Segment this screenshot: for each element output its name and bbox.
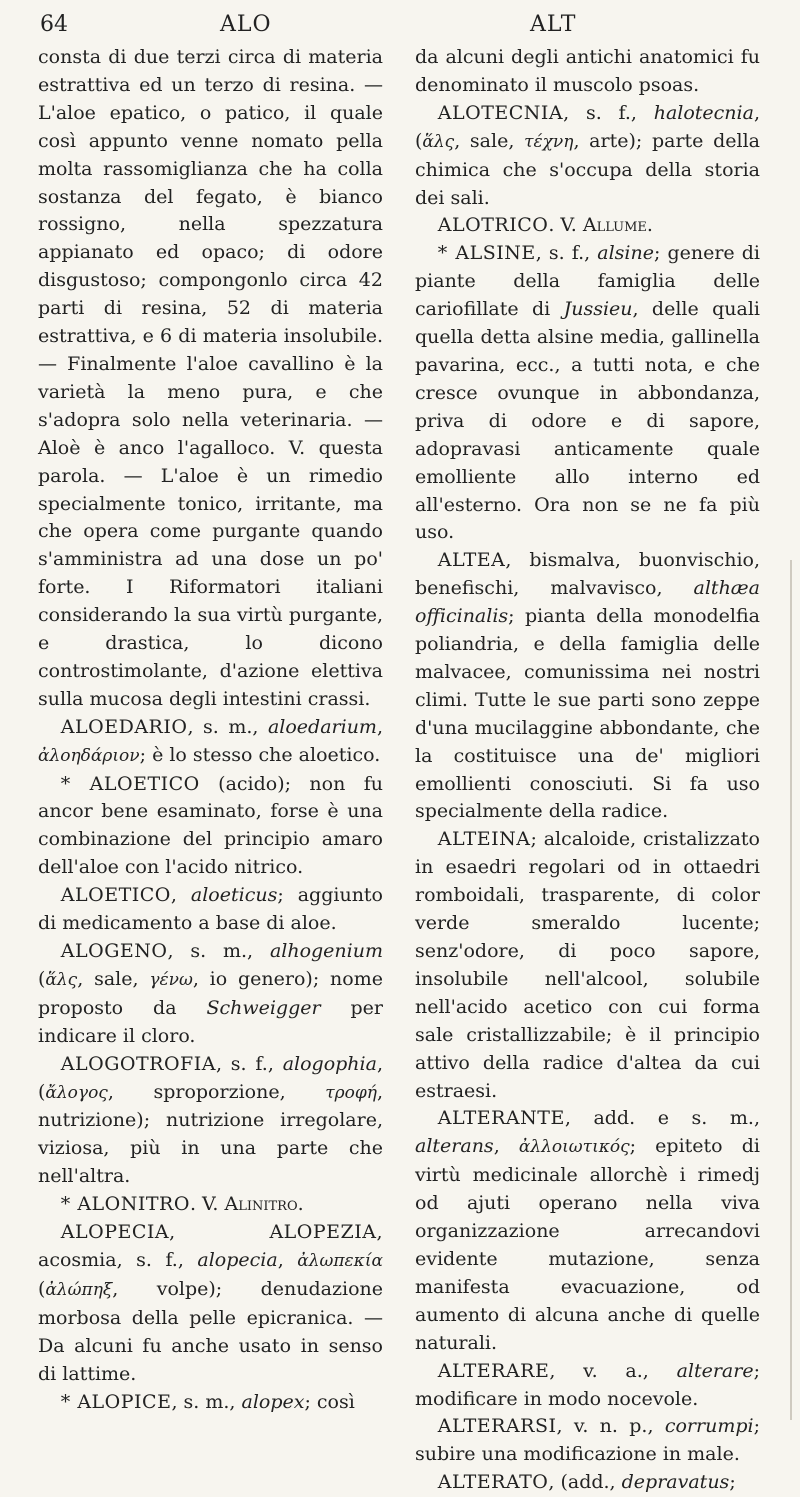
greek-term: ἅλς	[422, 131, 455, 152]
running-head-left: ALO	[220, 12, 272, 37]
latin-term: alterare	[676, 1359, 754, 1382]
headword-variant: ALOPEZIA,	[269, 1221, 383, 1244]
page-edge-rule	[790, 560, 792, 1420]
entry-aloetico: ALOETICO, aloeticus; aggiunto di medicamento a base di aloe.	[38, 884, 383, 935]
entry-alterarsi: ALTERARSI, v. n. p., corrumpi; subire una modificazione in male.	[415, 1415, 760, 1466]
entry-alterare: ALTERARE, v. a., alterare; modificare in modo nocevole.	[415, 1359, 760, 1410]
greek-term: ἀλοηδάριον	[38, 745, 140, 766]
entry-altea: ALTEA, bismalva, buonvischio, benefischi, malvavisco, althæa officinalis; pianta della monodelfia poliandria, e della famiglia delle malvacee, comunissima nei nostri climi. Tutte le sue parti sono zeppe d'una mucilaggine abbondante, che la costituisce una de' migliori emollienti conosciuti. Si fa uso specialmente della radice.	[415, 549, 760, 823]
headword: ALOPECIA,	[60, 1221, 176, 1244]
greek-term: ἀλώπηξ	[45, 1279, 113, 1300]
cross-reference: Alinitro	[224, 1193, 298, 1216]
latin-term: alogophia	[282, 1052, 377, 1075]
page-number: 64	[40, 12, 68, 37]
entry-alsine: * ALSINE, s. f., alsine; genere di piante della famiglia delle cariofillate di Jussieu, delle quali quella detta alsine media, gallinella pavarina, ecc., a tutti nota, e che cresce ovunque in abbondanza, priva di odore e di sapore, adopravasi anticamente quale emolliente allo interno ed all'esterno. Ora non se ne fa più uso.	[415, 242, 760, 544]
greek-term: ἅλς	[45, 969, 78, 990]
headword: * ALONITRO	[60, 1193, 190, 1216]
headword: ALOGENO	[60, 940, 168, 962]
headword: ALTEA	[437, 549, 506, 572]
entry-alotecnia: ALOTECNIA, s. f., halotecnia, (ἅλς, sale, τέχνη, arte); parte della chimica che s'occupa della storia dei sali.	[415, 101, 760, 209]
latin-term: althæa officinalis	[415, 577, 760, 628]
greek-term: ἀλλοιωτικός	[518, 1137, 630, 1158]
headword: * ALOETICO	[60, 772, 200, 795]
headword: ALTERARE	[437, 1359, 550, 1382]
headword: * ALOPICE	[60, 1390, 172, 1413]
entry-alotrico: ALOTRICO. V. Allume.	[437, 214, 653, 237]
headword: ALOGOTROFIA	[60, 1052, 216, 1075]
right-column	[415, 44, 760, 1497]
headword: ALTEINA	[437, 828, 531, 851]
entry-aloe-continuation: consta di due terzi circa di materia estrattiva ed un terzo di resina. — L'aloe epatico, o patico, il quale così appunto venne nomato pella molta rassomiglianza che ha colla sostanza del fegato, è bianco rossigno, nella spezzatura appianato ed opaco; di odore disgustoso; compongonlo circa 42 parti di resina, 52 di materia estrattiva, e 6 di materia insolubile. — Finalmente l'aloe cavallino è la varietà la meno pura, e che s'adopra solo nella veterinaria. — Aloè è anco l'agalloco. V. questa parola. — L'aloe è un rimedio specialmente tonico, irritante, ma che opera come purgante quando s'amministra ad una dose un po' forte. I Riformatori italiani considerando la sua virtù purgante, e drastica, lo dicono controstimolante, d'azione elettiva sulla mucosa degli intestini crassi.	[38, 46, 383, 710]
greek-term: ἀλωπεκία	[297, 1250, 383, 1271]
author-name: Schweigger	[206, 996, 321, 1019]
cross-reference: Allume	[582, 214, 647, 237]
latin-term: depravatus	[621, 1471, 730, 1494]
latin-term: alopecia	[197, 1248, 278, 1271]
entry-alteina: ALTEINA; alcaloide, cristalizzato in esaedri regolari od in ottaedri romboidali, trasparente, di color verde smeraldo lucente; senz'odore, di poco sapore, insolubile nell'alcool, solubile nell'acido acetico con cui forma sale cristallizzabile; è il principio attivo della radice d'altea da cui estraesi.	[415, 828, 760, 1102]
latin-term: halotecnia	[653, 101, 754, 124]
greek-term: τροφή	[325, 1082, 377, 1103]
entry-alopice: * ALOPICE, s. m., alopex; così	[60, 1390, 355, 1413]
latin-term: aloedarium	[267, 715, 377, 738]
entry-alonitro: * ALONITRO. V. Alinitro.	[60, 1193, 304, 1216]
headword: ALTERANTE	[437, 1107, 565, 1130]
headword: ALOETICO	[60, 884, 171, 907]
left-column	[38, 44, 383, 1416]
latin-term: alopex	[241, 1390, 305, 1413]
entry-alterante: ALTERANTE, add. e s. m., alterans, ἀλλοιωτικός; epiteto di virtù medicinale allorchè i rimedj od ajuti operano nella viva organizzazione arrecandovi evidente mutazione, senza manifesta evacuazione, od aumento di alcuna anche di quelle naturali.	[415, 1107, 760, 1354]
latin-term: corrumpi	[664, 1415, 754, 1438]
latin-term: alsine	[597, 242, 654, 265]
greek-term: γένω	[149, 969, 193, 990]
entry-alterato: ALTERATO, (add., depravatus;	[437, 1471, 736, 1494]
entry-alogeno: ALOGENO, s. m., alhogenium (ἅλς, sale, γένω, io genero); nome proposto da Schweigger per indicare il cloro.	[38, 940, 384, 1047]
headword: * ALSINE	[437, 242, 536, 265]
page-header	[0, 0, 800, 50]
author-name: Jussieu	[563, 298, 633, 321]
headword: ALTERATO	[437, 1471, 549, 1494]
entry-alopice-continuation: da alcuni degli antichi anatomici fu denominato il muscolo psoas.	[415, 46, 760, 96]
latin-term: aloeticus	[190, 884, 278, 907]
headword: ALOTECNIA	[437, 101, 564, 124]
latin-term: alhogenium	[269, 940, 383, 962]
entry-alopecia: ALOPECIA, ALOPEZIA, acosmia, s. f., alopecia, ἀλωπεκία (ἀλώπηξ, volpe); denudazione morbosa della pelle epicranica. — Da alcuni fu anche usato in senso di lattime.	[38, 1221, 383, 1385]
entry-aloetico-acido: * ALOETICO (acido); non fu ancor bene esaminato, forse è una combinazione del principio amaro dell'aloe con l'acido nitrico.	[38, 772, 383, 879]
greek-term: τέχνη	[524, 131, 574, 152]
headword: ALOEDARIO	[60, 715, 188, 738]
entry-alogotrofia: ALOGOTROFIA, s. f., alogophia, (ἄλογος, sproporzione, τροφή, nutrizione); nutrizione irregolare, viziosa, più in una parte che nell'altra.	[38, 1052, 383, 1188]
entry-aloedario: ALOEDARIO, s. m., aloedarium, ἀλοηδάριον; è lo stesso che aloetico.	[38, 715, 383, 766]
latin-term: alterans	[415, 1135, 494, 1158]
running-head-right: ALT	[530, 12, 577, 37]
headword: ALOTRICO	[437, 214, 549, 237]
headword: ALTERARSI	[437, 1415, 557, 1438]
greek-term: ἄλογος	[45, 1082, 108, 1103]
